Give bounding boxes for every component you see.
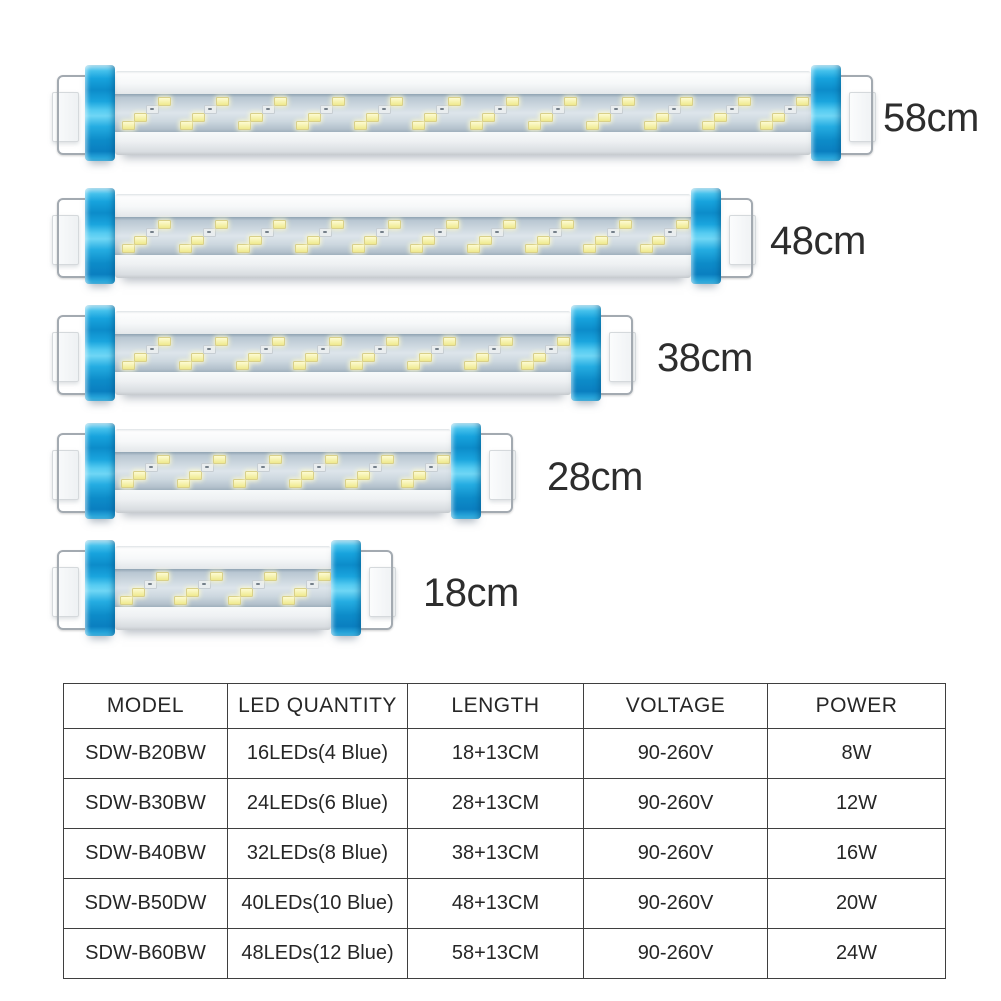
led-chip-blue (494, 105, 507, 114)
led-chip-white (528, 121, 541, 130)
led-strip (115, 334, 571, 372)
header-cell: VOLTAGE (584, 684, 768, 729)
led-chip-blue (610, 105, 623, 114)
aluminum-rail-bottom (115, 607, 331, 630)
led-chip-white (122, 121, 135, 130)
led-chip-white (448, 97, 461, 106)
led-chip-blue (374, 345, 387, 354)
led-chip-white (215, 220, 228, 229)
spec-cell: 12W (768, 779, 946, 829)
led-chip-white (598, 113, 611, 122)
led-chip-white (301, 471, 314, 480)
size-label: 58cm (883, 96, 979, 140)
led-chip-white (386, 337, 399, 346)
spec-cell: 18+13CM (408, 729, 584, 779)
led-chip-white (228, 596, 241, 605)
led-chip-blue (262, 105, 275, 114)
end-cap-left (85, 540, 115, 636)
led-chip-blue (431, 345, 444, 354)
led-chip-white (307, 236, 320, 245)
led-chip-white (332, 97, 345, 106)
led-chip-white (122, 244, 135, 253)
led-chip-white (240, 588, 253, 597)
led-chip-white (158, 97, 171, 106)
led-chip-white (357, 471, 370, 480)
led-chip-white (121, 479, 134, 488)
led-chip-white (656, 113, 669, 122)
led-chip-white (714, 113, 727, 122)
led-strip (115, 569, 331, 607)
aluminum-rail-top (115, 71, 811, 94)
led-chip-blue (436, 105, 449, 114)
led-chip-white (216, 97, 229, 106)
led-chip-white (245, 471, 258, 480)
spec-cell: 90-260V (584, 829, 768, 879)
led-chip-white (352, 244, 365, 253)
led-chip-blue (313, 463, 326, 472)
led-chip-white (192, 113, 205, 122)
led-chip-white (521, 361, 534, 370)
size-label: 48cm (770, 219, 866, 263)
led-chip-blue (204, 105, 217, 114)
led-chip-blue (726, 105, 739, 114)
spec-cell: 24LEDs(6 Blue) (228, 779, 408, 829)
led-chip-white (213, 455, 226, 464)
led-chip-white (180, 121, 193, 130)
led-chip-white (350, 361, 363, 370)
led-chip-white (470, 121, 483, 130)
led-chip-blue (261, 228, 274, 237)
led-chip-white (174, 596, 187, 605)
header-cell: LENGTH (408, 684, 584, 729)
led-chip-white (586, 121, 599, 130)
header-cell: POWER (768, 684, 946, 729)
led-chip-white (362, 353, 375, 362)
bar-body (115, 429, 451, 513)
led-chip-white (557, 337, 570, 346)
led-chip-white (293, 361, 306, 370)
led-chip-white (422, 236, 435, 245)
spec-table (63, 683, 946, 979)
led-chip-white (446, 220, 459, 229)
led-chip-white (640, 244, 653, 253)
spec-row (64, 729, 946, 779)
led-chip-blue (260, 345, 273, 354)
led-chip-blue (320, 105, 333, 114)
spec-cell: 48LEDs(12 Blue) (228, 929, 408, 979)
light-bar-58cm (45, 65, 881, 161)
spec-cell: 16W (768, 829, 946, 879)
end-cap-right (811, 65, 841, 161)
led-chip-blue (425, 463, 438, 472)
led-chip-white (644, 121, 657, 130)
led-chip-blue (201, 463, 214, 472)
spec-cell: 20W (768, 879, 946, 929)
led-chip-white (269, 455, 282, 464)
light-bar-28cm (45, 423, 521, 519)
spec-cell: 24W (768, 929, 946, 979)
led-chip-white (122, 361, 135, 370)
led-chip-blue (145, 463, 158, 472)
led-chip-white (305, 353, 318, 362)
led-chip-white (177, 479, 190, 488)
led-chip-white (381, 455, 394, 464)
spec-cell: 90-260V (584, 929, 768, 979)
spec-cell: 58+13CM (408, 929, 584, 979)
led-chip-white (796, 97, 809, 106)
led-chip-white (273, 220, 286, 229)
led-chip-blue (306, 580, 319, 589)
led-chip-white (294, 588, 307, 597)
led-chip-blue (369, 463, 382, 472)
led-chip-blue (319, 228, 332, 237)
led-chip-white (238, 121, 251, 130)
led-chip-white (289, 479, 302, 488)
led-chip-white (248, 353, 261, 362)
led-strip (115, 217, 691, 255)
end-cap-right (451, 423, 481, 519)
led-chip-white (424, 113, 437, 122)
spec-cell: 32LEDs(8 Blue) (228, 829, 408, 879)
led-chip-white (210, 572, 223, 581)
led-chip-white (272, 337, 285, 346)
led-chip-white (296, 121, 309, 130)
led-chip-white (191, 353, 204, 362)
led-chip-blue (488, 345, 501, 354)
end-cap-right (331, 540, 361, 636)
led-chip-blue (607, 228, 620, 237)
spec-cell: SDW-B60BW (64, 929, 228, 979)
aluminum-rail-top (115, 311, 571, 334)
led-chip-white (318, 572, 331, 581)
led-chip-white (479, 236, 492, 245)
led-chip-white (331, 220, 344, 229)
header-cell: MODEL (64, 684, 228, 729)
end-cap-left (85, 423, 115, 519)
led-chip-blue (146, 345, 159, 354)
led-chip-blue (203, 228, 216, 237)
spec-row (64, 929, 946, 979)
led-chip-white (760, 121, 773, 130)
led-chip-white (561, 220, 574, 229)
spec-cell: 90-260V (584, 879, 768, 929)
led-chip-white (467, 244, 480, 253)
led-strip (115, 452, 451, 490)
led-chip-blue (376, 228, 389, 237)
spec-cell: 40LEDs(10 Blue) (228, 879, 408, 929)
led-chip-white (622, 97, 635, 106)
spec-cell: 16LEDs(4 Blue) (228, 729, 408, 779)
spec-cell: 38+13CM (408, 829, 584, 879)
led-chip-white (482, 113, 495, 122)
led-chip-white (676, 220, 689, 229)
led-chip-white (250, 113, 263, 122)
led-chip-white (583, 244, 596, 253)
led-chip-white (437, 455, 450, 464)
led-chip-white (533, 353, 546, 362)
led-chip-white (189, 471, 202, 480)
led-chip-blue (434, 228, 447, 237)
led-chip-blue (317, 345, 330, 354)
aluminum-rail-bottom (115, 255, 691, 278)
led-chip-white (564, 97, 577, 106)
led-chip-white (186, 588, 199, 597)
led-chip-white (156, 572, 169, 581)
led-chip-blue (549, 228, 562, 237)
led-chip-white (132, 588, 145, 597)
spec-cell: SDW-B40BW (64, 829, 228, 879)
aluminum-rail-top (115, 546, 331, 569)
led-chip-blue (668, 105, 681, 114)
led-chip-white (354, 121, 367, 130)
end-cap-right (571, 305, 601, 401)
aluminum-rail-bottom (115, 490, 451, 513)
led-chip-white (540, 113, 553, 122)
led-chip-white (282, 596, 295, 605)
led-chip-blue (552, 105, 565, 114)
led-chip-blue (146, 105, 159, 114)
led-chip-blue (252, 580, 265, 589)
spec-cell: 90-260V (584, 779, 768, 829)
led-chip-white (413, 471, 426, 480)
end-cap-left (85, 188, 115, 284)
spec-row (64, 779, 946, 829)
spec-header-row (64, 684, 946, 729)
led-chip-white (388, 220, 401, 229)
led-chip-white (133, 471, 146, 480)
led-chip-white (158, 337, 171, 346)
led-chip-white (410, 244, 423, 253)
led-chip-white (233, 479, 246, 488)
led-chip-blue (198, 580, 211, 589)
led-chip-white (120, 596, 133, 605)
light-bar-38cm (45, 305, 641, 401)
led-chip-white (401, 479, 414, 488)
led-chip-white (158, 220, 171, 229)
spec-cell: 90-260V (584, 729, 768, 779)
led-chip-blue (784, 105, 797, 114)
spec-cell: 28+13CM (408, 779, 584, 829)
bar-body (115, 71, 811, 155)
led-chip-white (308, 113, 321, 122)
led-chip-white (619, 220, 632, 229)
led-chip-white (738, 97, 751, 106)
led-chip-white (500, 337, 513, 346)
led-chip-white (134, 236, 147, 245)
led-chip-blue (257, 463, 270, 472)
led-chip-white (443, 337, 456, 346)
led-chip-white (236, 361, 249, 370)
spec-cell: SDW-B20BW (64, 729, 228, 779)
led-chip-white (215, 337, 228, 346)
led-chip-white (249, 236, 262, 245)
led-chip-blue (545, 345, 558, 354)
led-chip-white (364, 236, 377, 245)
led-chip-white (476, 353, 489, 362)
bar-body (115, 546, 331, 630)
led-chip-blue (491, 228, 504, 237)
led-chip-white (134, 113, 147, 122)
led-chip-white (329, 337, 342, 346)
led-chip-white (680, 97, 693, 106)
end-cap-right (691, 188, 721, 284)
led-chip-blue (664, 228, 677, 237)
aluminum-rail-top (115, 194, 691, 217)
led-chip-white (419, 353, 432, 362)
led-chip-white (595, 236, 608, 245)
led-chip-white (503, 220, 516, 229)
spec-cell: SDW-B50DW (64, 879, 228, 929)
size-label: 18cm (423, 571, 519, 615)
spec-cell: 48+13CM (408, 879, 584, 929)
spec-cell: SDW-B30BW (64, 779, 228, 829)
led-chip-white (157, 455, 170, 464)
led-chip-white (295, 244, 308, 253)
end-cap-left (85, 65, 115, 161)
led-chip-white (390, 97, 403, 106)
led-chip-white (407, 361, 420, 370)
led-chip-white (537, 236, 550, 245)
led-chip-white (237, 244, 250, 253)
spec-cell: 8W (768, 729, 946, 779)
led-chip-white (366, 113, 379, 122)
led-chip-blue (146, 228, 159, 237)
led-chip-white (274, 97, 287, 106)
end-cap-left (85, 305, 115, 401)
aluminum-rail-top (115, 429, 451, 452)
led-chip-blue (144, 580, 157, 589)
led-chip-blue (203, 345, 216, 354)
led-strip (115, 94, 811, 132)
led-chip-white (191, 236, 204, 245)
led-chip-white (525, 244, 538, 253)
bar-body (115, 194, 691, 278)
spec-row (64, 879, 946, 929)
led-chip-white (325, 455, 338, 464)
header-cell: LED QUANTITY (228, 684, 408, 729)
led-chip-white (179, 244, 192, 253)
size-label: 28cm (547, 455, 643, 499)
led-chip-white (179, 361, 192, 370)
led-chip-white (345, 479, 358, 488)
aluminum-rail-bottom (115, 372, 571, 395)
light-bar-18cm (45, 540, 401, 636)
light-bar-48cm (45, 188, 761, 284)
size-label: 38cm (657, 336, 753, 380)
led-chip-white (702, 121, 715, 130)
aluminum-rail-bottom (115, 132, 811, 155)
led-chip-white (412, 121, 425, 130)
led-chip-white (134, 353, 147, 362)
led-chip-white (506, 97, 519, 106)
led-chip-white (772, 113, 785, 122)
led-chip-white (464, 361, 477, 370)
led-chip-white (652, 236, 665, 245)
led-chip-white (264, 572, 277, 581)
spec-row (64, 829, 946, 879)
led-chip-blue (378, 105, 391, 114)
bar-body (115, 311, 571, 395)
